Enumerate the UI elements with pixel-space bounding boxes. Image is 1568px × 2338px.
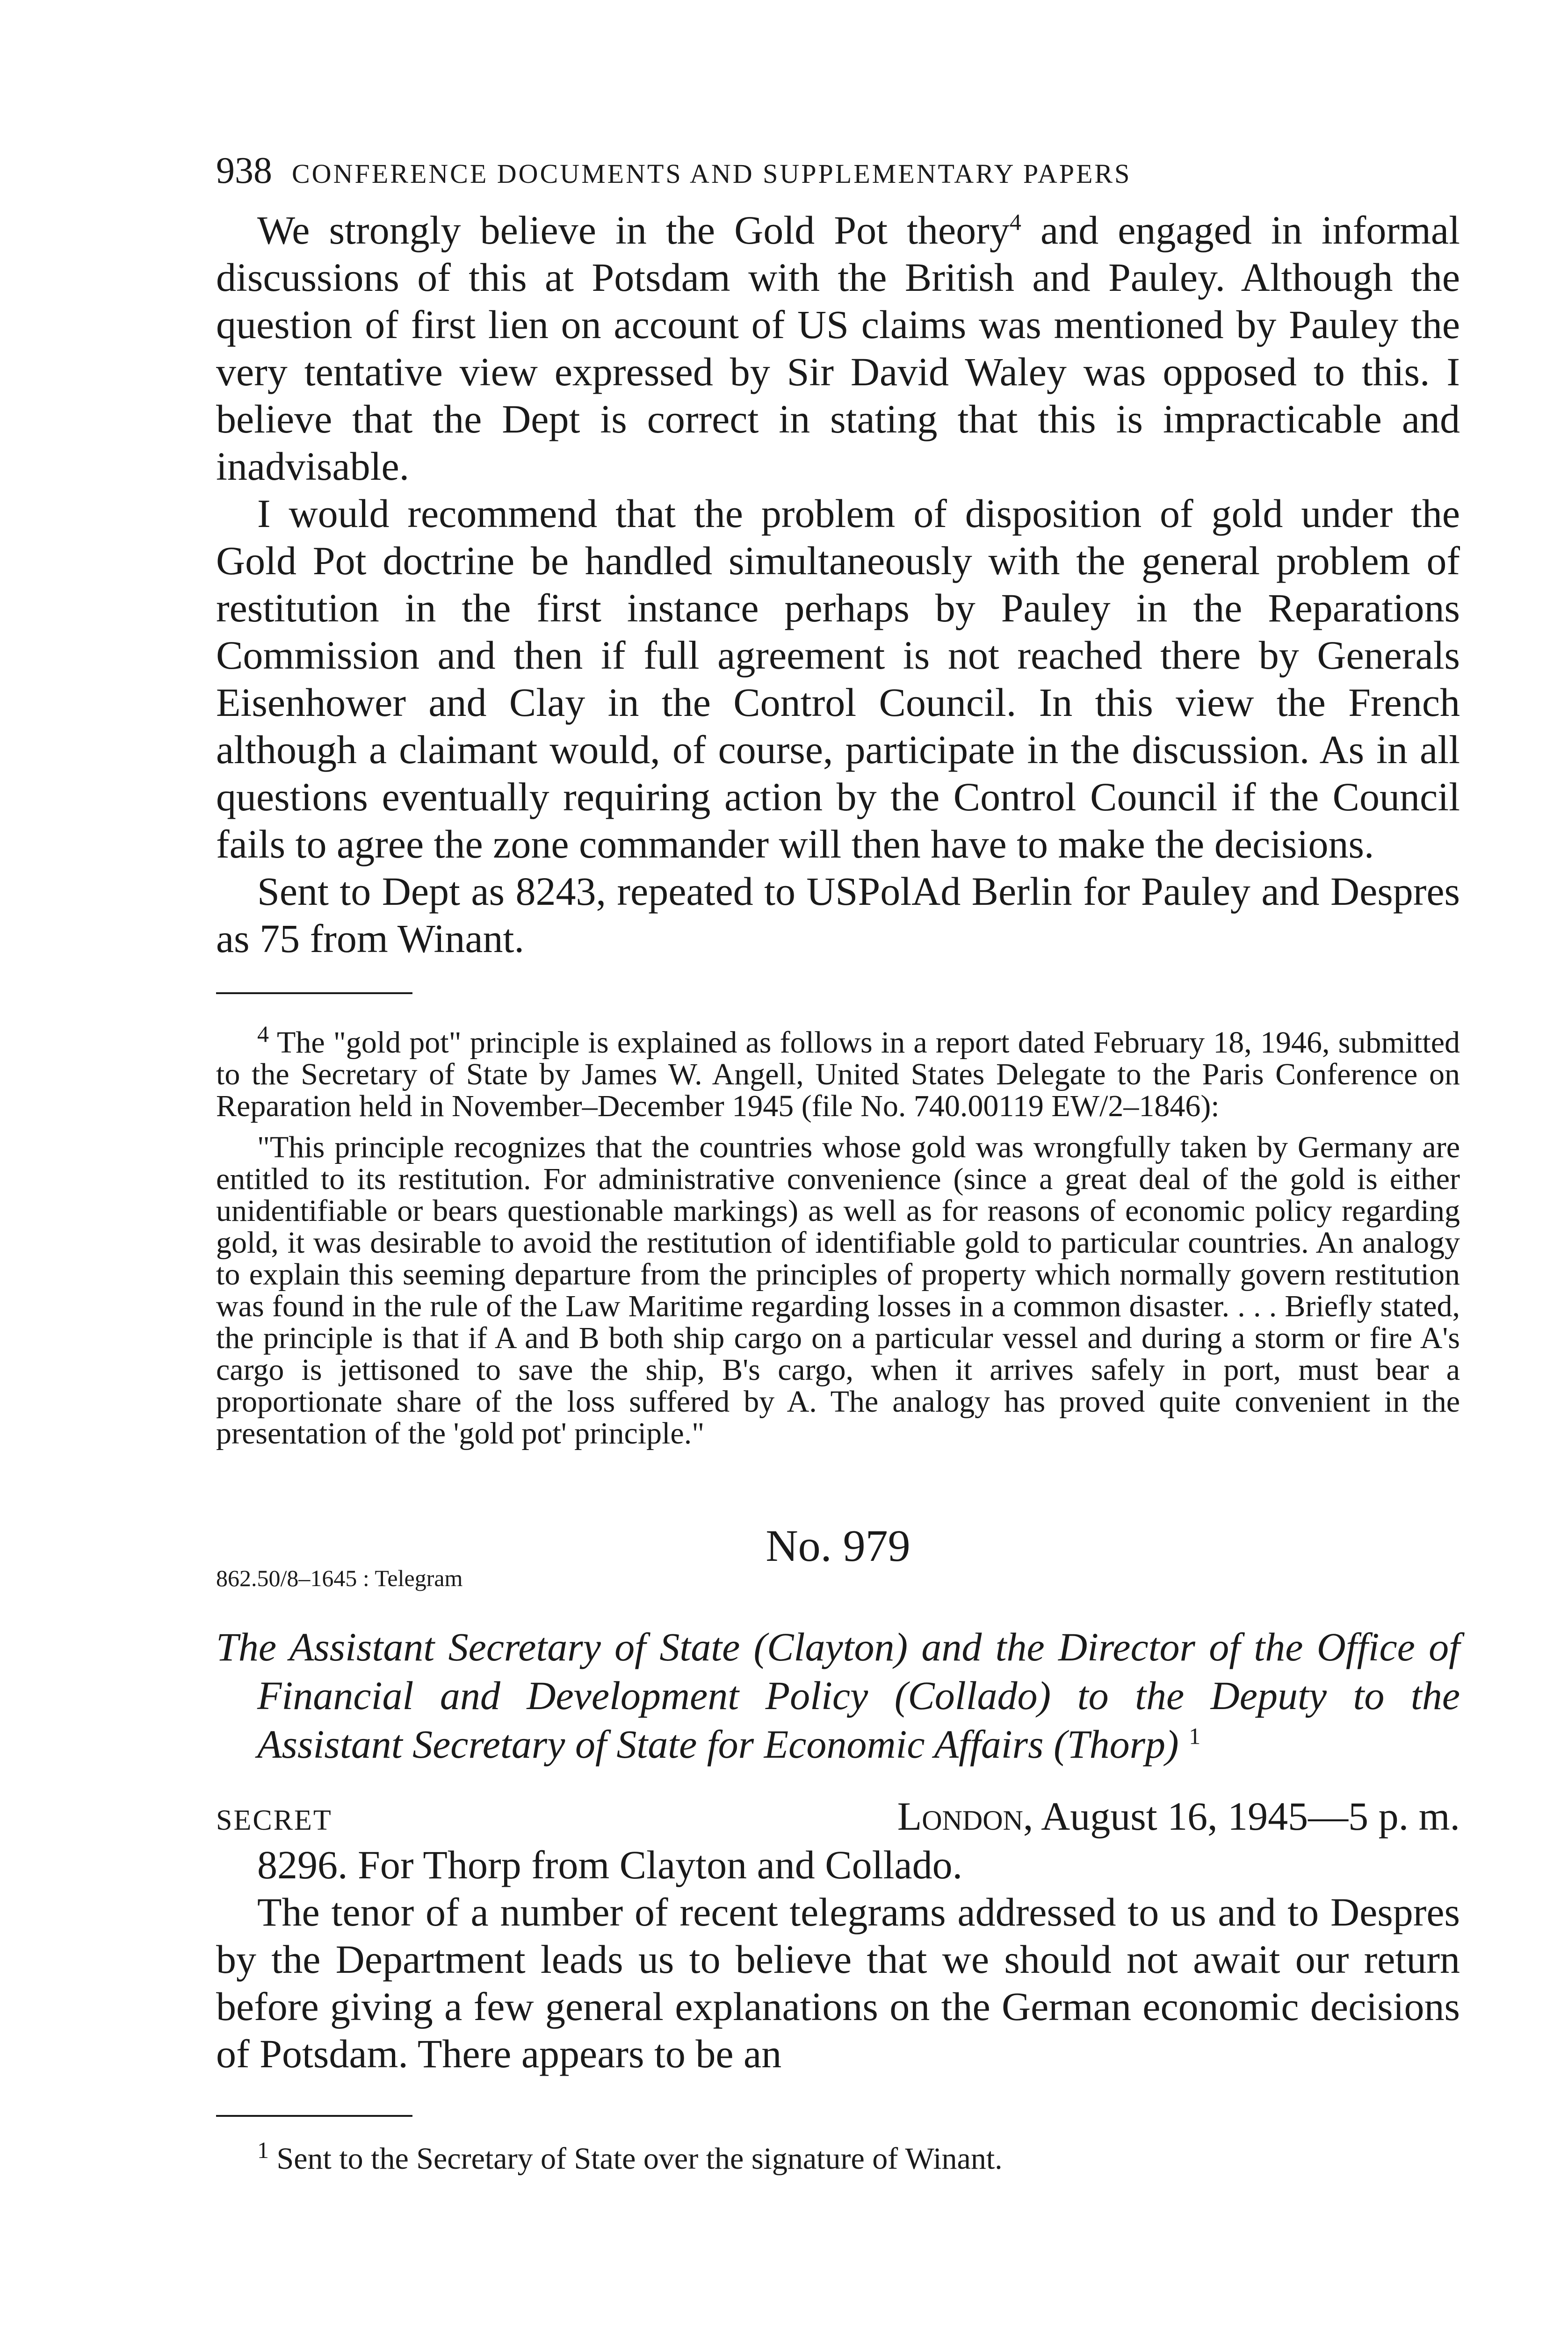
running-head	[216, 150, 1460, 201]
body-paragraph-1	[216, 207, 1460, 490]
body-paragraph-2: I would recommend that the problem of disposition of gold under the Gold Pot doctrine be handled simultaneously with the general problem of restitution in the first instance perhaps by Pauley in the Reparations Commission and then if full agreement is not reached there by Generals Eisenhower and Clay in the Control Council. In this view the French although a claimant would, of course, participate in the discussion. As in all questions eventually requiring action by the Control Council if the Council fails to agree the zone commander will then have to make the decisions.	[216, 491, 1460, 866]
running-head-title: CONFERENCE DOCUMENTS AND SUPPLEMENTARY PAPERS	[292, 159, 1132, 189]
footnote-4-quote: "This principle recognizes that the countries whose gold was wrongfully taken by Germany are entitled to its restitution. For administrative convenience (since a great deal of the gold is either unidentifiable or bears questionable markings) as well as for reasons of economic policy regarding gold, it was desirable to avoid the restitution of identifiable gold to particular countries. An analogy to explain this seeming departure from the principles of property which normally govern restitution was found in the rule of the Law Maritime regarding losses in a common disaster. . . . Briefly stated, the principle is that if A and B both ship cargo on a particular vessel and during a storm or fire A's cargo is jettisoned to save the ship, B's cargo, when it arrives safely in port, must bear a proportionate share of the loss suffered by A. The analogy has proved quite convenient in the presentation of the 'gold pot' principle."	[216, 1130, 1460, 1450]
footnote-ref-1: 1	[1189, 1723, 1201, 1749]
telegram-continuation	[216, 207, 1460, 962]
footnote-1-marker: 1	[257, 2137, 269, 2163]
telegram-paragraph-2: The tenor of a number of recent telegrams addressed to us and to Despres by the Department leads us to believe that we should not await our return before giving a few general explanations on the German economic decisions of Potsdam. There appears to be an	[216, 1890, 1460, 2076]
document-page	[216, 150, 1460, 2175]
classification: SECRET	[216, 1804, 332, 1836]
telegram-body	[216, 1841, 1460, 2078]
footnote-rule-2	[216, 2115, 412, 2117]
date: , August 16, 1945—5 p. m.	[1023, 1794, 1460, 1839]
document-title-text: The Assistant Secretary of State (Clayton) and the Director of the Office of Financial and Development Policy (Collado) to the Deputy to the Assistant Secretary of State for Economic Affairs (Thorp)	[216, 1624, 1460, 1767]
footnote-1-text	[216, 2137, 1460, 2176]
place-date	[897, 1793, 1460, 1840]
footnote-1-body: Sent to the Secretary of State over the signature of Winant.	[269, 2142, 1003, 2176]
document-title	[216, 1623, 1460, 1768]
footnote-4-text: The "gold pot" principle is explained as follows in a report dated February 18, 1946, submitted to the Secretary of State by James W. Angell, United States Delegate to the Paris Conference on Reparation held in November–December 1945 (file No. 740.00119 EW/2–1846):	[216, 1025, 1460, 1123]
footnote-1	[216, 2137, 1460, 2176]
footnote-4	[216, 1021, 1460, 1450]
document-number: No. 979	[766, 1521, 910, 1571]
telegram-paragraph-1: 8296. For Thorp from Clayton and Collado.	[257, 1842, 963, 1887]
place: London	[897, 1794, 1023, 1839]
document-header	[216, 1520, 1460, 1595]
dateline	[216, 1793, 1460, 1841]
footnote-rule	[216, 992, 412, 994]
page-number: 938	[216, 150, 272, 191]
footnote-4-intro	[216, 1021, 1460, 1123]
footnote-4-marker: 4	[257, 1021, 269, 1047]
body-paragraph-3: Sent to Dept as 8243, repeated to USPolAd Berlin for Pauley and Despres as 75 from Winant.	[216, 869, 1460, 961]
file-reference: 862.50/8–1645 : Telegram	[216, 1565, 463, 1591]
paragraph-1-text-b: and engaged in informal discussions of this at Potsdam with the British and Pauley. Although the question of first lien on account of US claims was mentioned by Pauley the very tentative view expressed by Sir David Waley was opposed to this. I believe that the Dept is correct in stating that this is impracticable and inadvisable.	[216, 208, 1460, 489]
footnote-ref-4: 4	[1009, 209, 1021, 235]
paragraph-1-text-a: We strongly believe in the Gold Pot theory	[257, 208, 1010, 253]
